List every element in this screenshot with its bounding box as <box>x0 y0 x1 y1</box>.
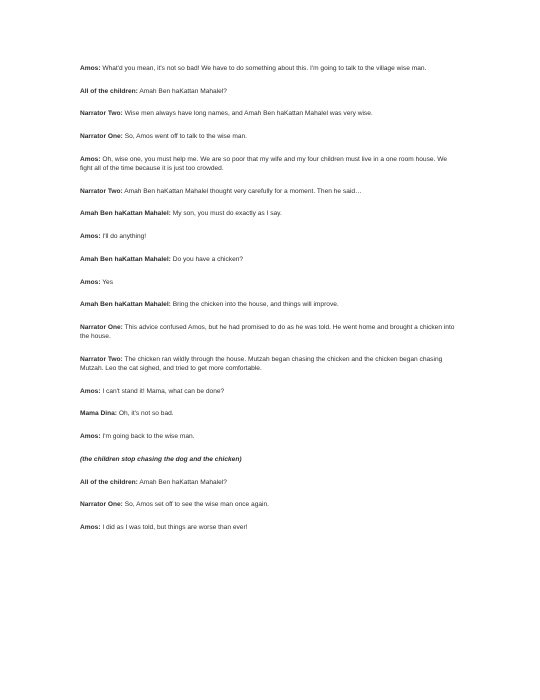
script-line <box>80 355 458 373</box>
script-line <box>80 323 458 341</box>
script-line <box>80 523 458 532</box>
stage-direction <box>80 455 458 464</box>
speaker-name: Narrator One: <box>80 501 123 509</box>
speaker-name: Amos: <box>80 433 101 441</box>
script-line <box>80 132 458 141</box>
line-text: The chicken ran wildly through the house. Mutzah began chasing the chicken and the chicken began chasing Mutzah. Leo the cat sighed, and tried to get more comfortable. <box>80 355 443 373</box>
speaker-name: All of the children: <box>80 87 138 95</box>
speaker-name: Mama Dina: <box>80 410 118 418</box>
line-text: Amah Ben haKattan Mahalel thought very carefully for a moment. Then he said… <box>124 187 362 195</box>
script-line <box>80 500 458 509</box>
speaker-name: Amos: <box>80 523 101 531</box>
line-text: I'll do anything! <box>102 233 147 241</box>
speaker-name: Amos: <box>80 278 101 286</box>
speaker-name: Narrator One: <box>80 323 123 331</box>
speaker-name: Amos: <box>80 387 101 395</box>
script-line <box>80 87 458 96</box>
line-text: This advice confused Amos, but he had promised to do as he was told. He went home and brought a chicken into the house. <box>80 323 455 341</box>
speaker-name: Amos: <box>80 233 101 241</box>
line-text: Amah Ben haKattan Mahalel? <box>139 478 227 486</box>
script-line <box>80 387 458 396</box>
script-line <box>80 109 458 118</box>
line-text: So, Amos went off to talk to the wise man. <box>124 133 248 141</box>
script-line <box>80 409 458 418</box>
line-text: Yes <box>102 278 113 286</box>
speaker-name: Amah Ben haKattan Mahalel: <box>80 301 171 309</box>
script-line <box>80 432 458 441</box>
script-line <box>80 64 458 73</box>
script-line <box>80 209 458 218</box>
speaker-name: Amah Ben haKattan Mahalel: <box>80 210 171 218</box>
speaker-name: Amos: <box>80 65 101 72</box>
line-text: Oh, it's not so bad. <box>118 410 174 418</box>
line-text: Amah Ben haKattan Mahalel? <box>139 87 227 95</box>
script-line <box>80 278 458 287</box>
line-text: Do you have a chicken? <box>172 255 244 263</box>
line-text: So, Amos set off to see the wise man once again. <box>124 501 270 509</box>
speaker-name: Narrator Two: <box>80 110 123 118</box>
script-line <box>80 478 458 487</box>
line-text: Oh, wise one, you must help me. We are so poor that my wife and my four children must live in a one room house. We fight all of the time because it is just too crowded. <box>80 155 447 173</box>
speaker-name: Narrator One: <box>80 133 123 141</box>
script-line <box>80 155 458 173</box>
script-line <box>80 187 458 196</box>
line-text: What'd you mean, it's not so bad! We have to do something about this. I'm going to talk to the village wise man. <box>102 65 427 72</box>
script-line <box>80 232 458 241</box>
script-line <box>80 300 458 309</box>
speaker-name: Narrator Two: <box>80 187 123 195</box>
speaker-name: All of the children: <box>80 478 138 486</box>
line-text: I'm going back to the wise man. <box>102 433 195 441</box>
line-text: I can't stand it! Mama, what can be done? <box>102 387 225 395</box>
line-text: My son, you must do exactly as I say. <box>172 210 282 218</box>
speaker-name: Amah Ben haKattan Mahalel: <box>80 255 171 263</box>
speaker-name: Narrator Two: <box>80 355 123 363</box>
line-text: I did as I was told, but things are worse than ever! <box>102 523 248 531</box>
speaker-name: Amos: <box>80 155 101 163</box>
script-line <box>80 255 458 264</box>
script-text <box>80 64 458 546</box>
line-text: Bring the chicken into the house, and things will improve. <box>172 301 339 309</box>
stage-direction-text: (the children stop chasing the dog and the chicken) <box>80 455 242 463</box>
line-text: Wise men always have long names, and Amah Ben haKattan Mahalel was very wise. <box>124 110 373 118</box>
